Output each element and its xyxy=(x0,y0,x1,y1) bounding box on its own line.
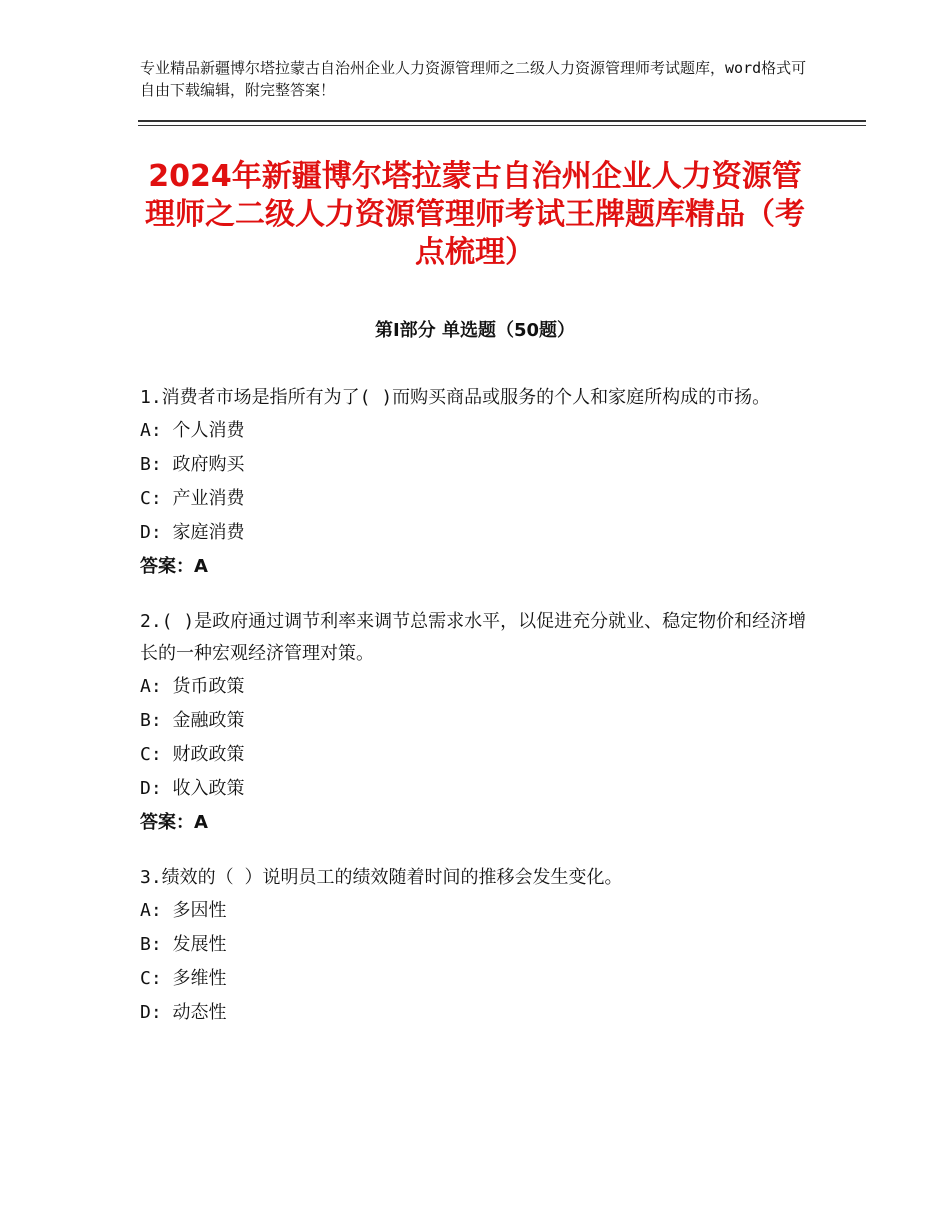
question-item xyxy=(140,606,810,840)
answer-label: 答案： xyxy=(140,812,194,833)
section-title: 第Ⅰ部分 单选题（50题） xyxy=(374,320,575,341)
answer-line xyxy=(140,806,810,840)
option-text: 政府购买 xyxy=(172,454,245,475)
answer-value: A xyxy=(194,812,208,833)
option-text: 金融政策 xyxy=(172,710,245,731)
option-key: D: xyxy=(140,522,162,543)
option-key: B: xyxy=(140,934,162,955)
header-note: 专业精品新疆博尔塔拉蒙古自治州企业人力资源管理师之二级人力资源管理师考试题库，word格式可自由下载编辑，附完整答案！ xyxy=(140,59,807,99)
answer-value: A xyxy=(194,556,208,577)
document-title: 2024年新疆博尔塔拉蒙古自治州企业人力资源管理师之二级人力资源管理师考试王牌题库精品（考点梳理） xyxy=(145,159,805,270)
question-stem: 1.消费者市场是指所有为了( )而购买商品或服务的个人和家庭所构成的市扬。 xyxy=(140,387,771,408)
question-option xyxy=(140,996,810,1030)
question-option xyxy=(140,772,810,806)
option-key: A: xyxy=(140,900,162,921)
question-item xyxy=(140,382,810,584)
option-text: 收入政策 xyxy=(172,778,245,799)
option-key: C: xyxy=(140,488,162,509)
option-text: 动态性 xyxy=(172,1002,227,1023)
question-option xyxy=(140,894,810,928)
answer-label: 答案： xyxy=(140,556,194,577)
option-key: C: xyxy=(140,744,162,765)
option-text: 发展性 xyxy=(172,934,227,955)
option-key: D: xyxy=(140,778,162,799)
option-text: 财政政策 xyxy=(172,744,245,765)
header-divider-thick xyxy=(138,120,866,122)
question-item xyxy=(140,862,810,1030)
option-key: A: xyxy=(140,676,162,697)
option-key: B: xyxy=(140,454,162,475)
question-option xyxy=(140,448,810,482)
question-option xyxy=(140,670,810,704)
option-text: 多因性 xyxy=(172,900,227,921)
question-option xyxy=(140,928,810,962)
option-key: C: xyxy=(140,968,162,989)
option-key: A: xyxy=(140,420,162,441)
question-option xyxy=(140,516,810,550)
question-option xyxy=(140,414,810,448)
header-divider-thin xyxy=(138,125,866,126)
option-text: 家庭消费 xyxy=(172,522,245,543)
option-text: 个人消费 xyxy=(172,420,245,441)
option-text: 产业消费 xyxy=(172,488,245,509)
question-option xyxy=(140,738,810,772)
question-stem: 2.( )是政府通过调节利率来调节总需求水平，以促进充分就业、稳定物价和经济增长的一种宏观经济管理对策。 xyxy=(140,611,807,664)
question-list xyxy=(140,382,810,1052)
answer-line xyxy=(140,550,810,584)
option-key: B: xyxy=(140,710,162,731)
option-text: 多维性 xyxy=(172,968,227,989)
option-key: D: xyxy=(140,1002,162,1023)
question-option xyxy=(140,962,810,996)
question-option xyxy=(140,704,810,738)
option-text: 货币政策 xyxy=(172,676,245,697)
question-stem: 3.绩效的（ ）说明员工的绩效随着时间的推移会发生变化。 xyxy=(140,867,623,888)
question-option xyxy=(140,482,810,516)
